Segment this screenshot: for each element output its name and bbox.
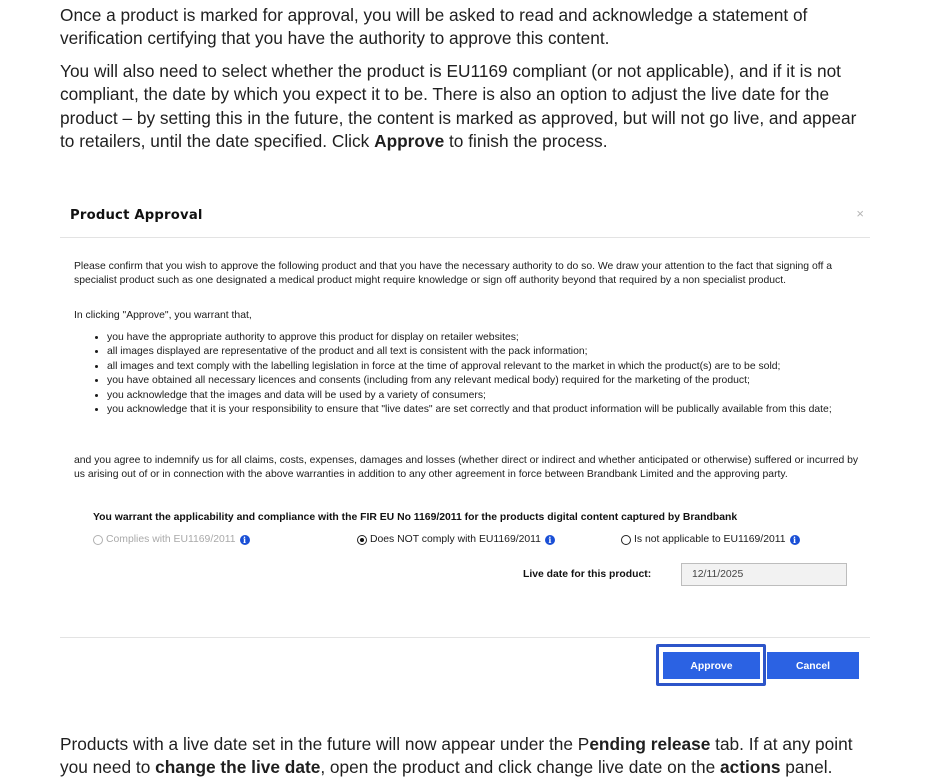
product-approval-dialog — [60, 196, 870, 696]
instructions-paragraph — [60, 60, 875, 153]
does-not-comply-option[interactable] — [357, 534, 555, 545]
cancel-button[interactable]: Cancel — [767, 652, 859, 679]
list-item: • all images and text comply with the labelling legislation in force at the time of approval relevant to the market in which the product(s) are to be sold; — [107, 360, 893, 374]
close-icon[interactable]: × — [856, 206, 864, 221]
footer-divider — [60, 637, 870, 638]
approve-button[interactable]: Approve — [663, 652, 760, 679]
approve-emphasis: Approve — [374, 130, 445, 151]
confirmation-text: Please confirm that you wish to approve the following product and that you have the necessary authority to do so. We draw your attention to the fact that signing off a specialist product such as one designated a medical product might require knowledge or sign off authority beyond that required by a non specialist product. — [74, 261, 833, 287]
pending-release-emphasis: ending release — [589, 734, 711, 754]
info-icon[interactable]: i — [790, 535, 800, 545]
not-applicable-radio[interactable] — [621, 535, 631, 545]
intro-paragraph: Once a product is marked for approval, you will be asked to read and acknowledge a statement of verification certifying that you have the authority to approve this content. — [60, 5, 808, 49]
list-item: • all images displayed are representative of the product and all text is consistent with the pack information; — [107, 345, 893, 359]
does-not-comply-label: Does NOT comply with EU1169/2011 — [370, 534, 541, 545]
info-icon[interactable]: i — [545, 535, 555, 545]
list-item: • you have obtained all necessary licences and consents (including from any relevant medical body) required for the marketing of the product; — [107, 374, 893, 388]
info-icon[interactable]: i — [240, 535, 250, 545]
list-item: • you acknowledge that the images and data will be used by a variety of consumers; — [107, 389, 893, 403]
indemnity-text: and you agree to indemnify us for all claims, costs, expenses, damages and losses (whether direct or indirect and whether anticipated or otherwise) suffered or incurred by us arising out of or in connection with the above warranties in addition to any other agreement in force between Brandbank Limited and the approving party. — [74, 455, 859, 481]
not-applicable-option[interactable] — [621, 534, 800, 545]
not-applicable-label: Is not applicable to EU1169/2011 — [634, 534, 786, 545]
warranty-lead-in: In clicking "Approve", you warrant that, — [74, 310, 252, 321]
pending-release-paragraph — [60, 733, 875, 780]
complies-option[interactable] — [93, 534, 250, 545]
list-item: • you have the appropriate authority to approve this product for display on retailer websites; — [107, 331, 893, 345]
pending-text: Products with a live date set in the future will now appear under the P — [60, 734, 590, 754]
dialog-title: Product Approval — [70, 208, 203, 223]
warranty-list — [74, 331, 893, 417]
list-item: • you acknowledge that it is your responsibility to ensure that "live dates" are set correctly and that product information will be publically available from this date; — [107, 403, 893, 417]
pending-text-4: panel. — [780, 757, 833, 778]
pending-text-3: , open the product and click change live date on the — [320, 757, 720, 778]
header-divider — [60, 237, 870, 238]
pending-text-2: tab. If at any point you need to — [60, 734, 853, 778]
instructions-tail: to finish the process. — [444, 130, 608, 151]
compliance-heading: You warrant the applicability and compliance with the FIR EU No 1169/2011 for the products digital content captured by Brandbank — [93, 512, 738, 523]
does-not-comply-radio[interactable] — [357, 535, 367, 545]
live-date-label: Live date for this product: — [523, 569, 652, 580]
instructions-text: You will also need to select whether the product is EU1169 compliant (or not applicable), and if it is not compliant, the date by which you expect it to be. There is also an option to adjust the live date for the product – by setting this in the future, the content is marked as approved, but will not go live, and appear to retailers, until the date specified. Click — [60, 61, 857, 151]
live-date-input[interactable] — [681, 563, 847, 586]
change-live-date-emphasis: change the live date — [155, 757, 321, 778]
complies-radio[interactable] — [93, 535, 103, 545]
complies-label: Complies with EU1169/2011 — [106, 534, 236, 545]
actions-emphasis: actions — [719, 757, 781, 778]
